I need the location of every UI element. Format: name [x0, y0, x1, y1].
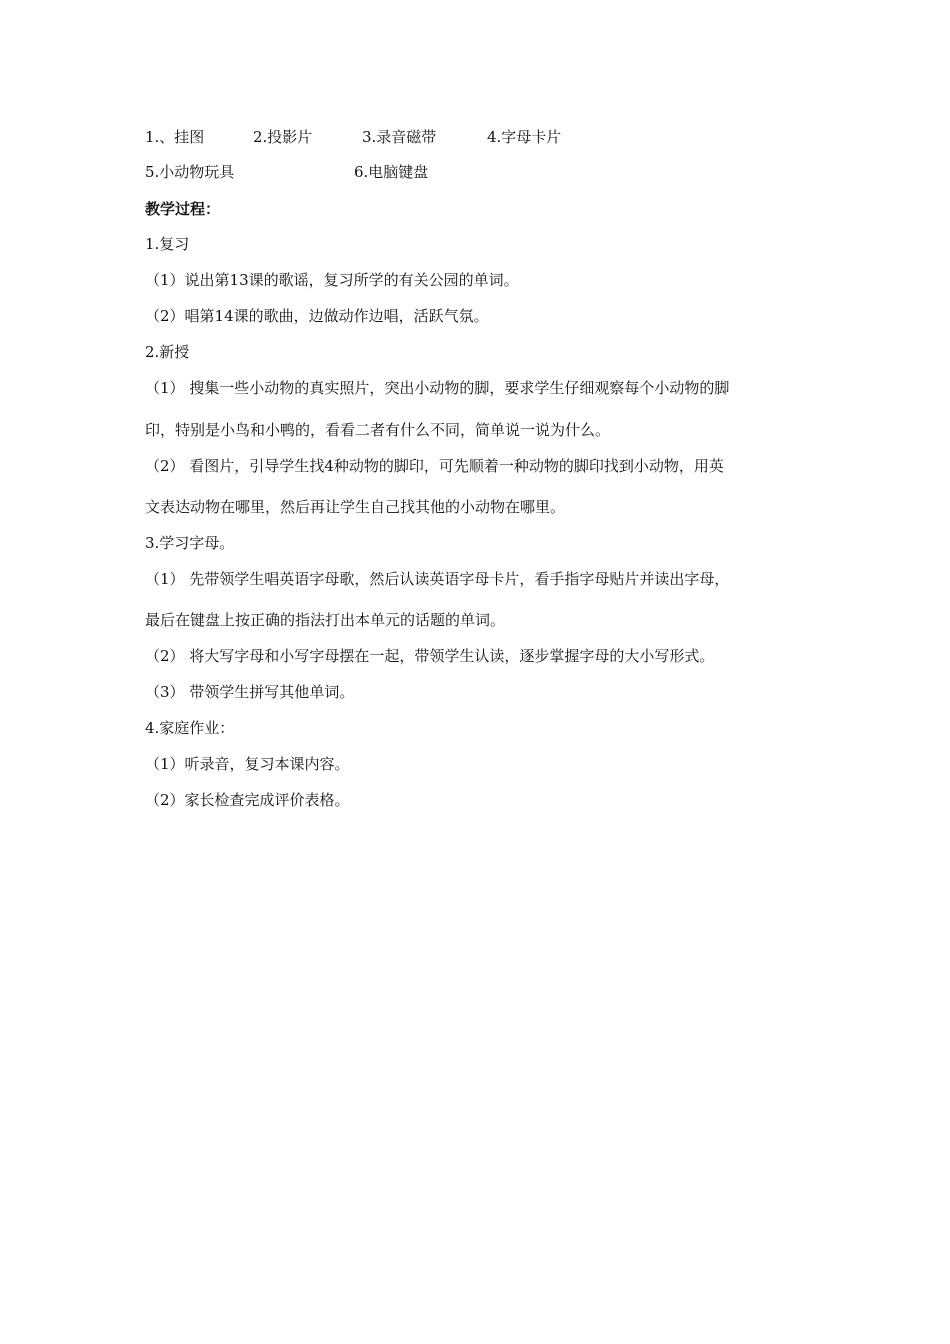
letters-item-3: （3） 带领学生拼写其他单词。	[145, 683, 355, 701]
letters-item-2: （2） 将大写字母和小写字母摆在一起，带领学生认读，逐步掌握字母的大小写形式。	[145, 647, 715, 665]
section-title-review: 1.复习	[145, 235, 190, 253]
new-item-2-line-1: （2） 看图片，引导学生找4种动物的脚印，可先顺着一种动物的脚印找到小动物，用英	[145, 457, 724, 475]
section-title-new: 2.新授	[145, 343, 190, 361]
review-item: （2）唱第14课的歌曲，边做动作边唱，活跃气氛。	[145, 307, 489, 325]
material-item: 5.小动物玩具	[145, 163, 235, 181]
homework-item: （2）家长检查完成评价表格。	[145, 791, 350, 809]
new-item-1-line-1: （1） 搜集一些小动物的真实照片，突出小动物的脚，要求学生仔细观察每个小动物的脚	[145, 379, 730, 397]
homework-item: （1）听录音，复习本课内容。	[145, 755, 350, 773]
material-item: 6.电脑键盘	[354, 163, 429, 181]
material-item: 4.字母卡片	[487, 128, 562, 146]
section-title-homework: 4.家庭作业：	[145, 719, 235, 737]
process-heading: 教学过程：	[145, 200, 221, 218]
new-item-1-line-2: 印，特别是小鸟和小鸭的，看看二者有什么不同，简单说一说为什么。	[145, 421, 611, 439]
section-title-letters: 3.学习字母。	[145, 534, 235, 552]
review-item: （1）说出第13课的歌谣，复习所学的有关公园的单词。	[145, 271, 519, 289]
letters-item-1-line-2: 最后在键盘上按正确的指法打出本单元的话题的单词。	[145, 611, 506, 629]
material-item: 3.录音磁带	[362, 128, 437, 146]
letters-item-1-line-1: （1） 先带领学生唱英语字母歌，然后认读英语字母卡片，看手指字母贴片并读出字母，	[145, 570, 730, 588]
new-item-2-line-2: 文表达动物在哪里，然后再让学生自己找其他的小动物在哪里。	[145, 498, 566, 516]
material-item: 2.投影片	[253, 128, 313, 146]
material-item: 1.、挂图	[145, 128, 205, 146]
